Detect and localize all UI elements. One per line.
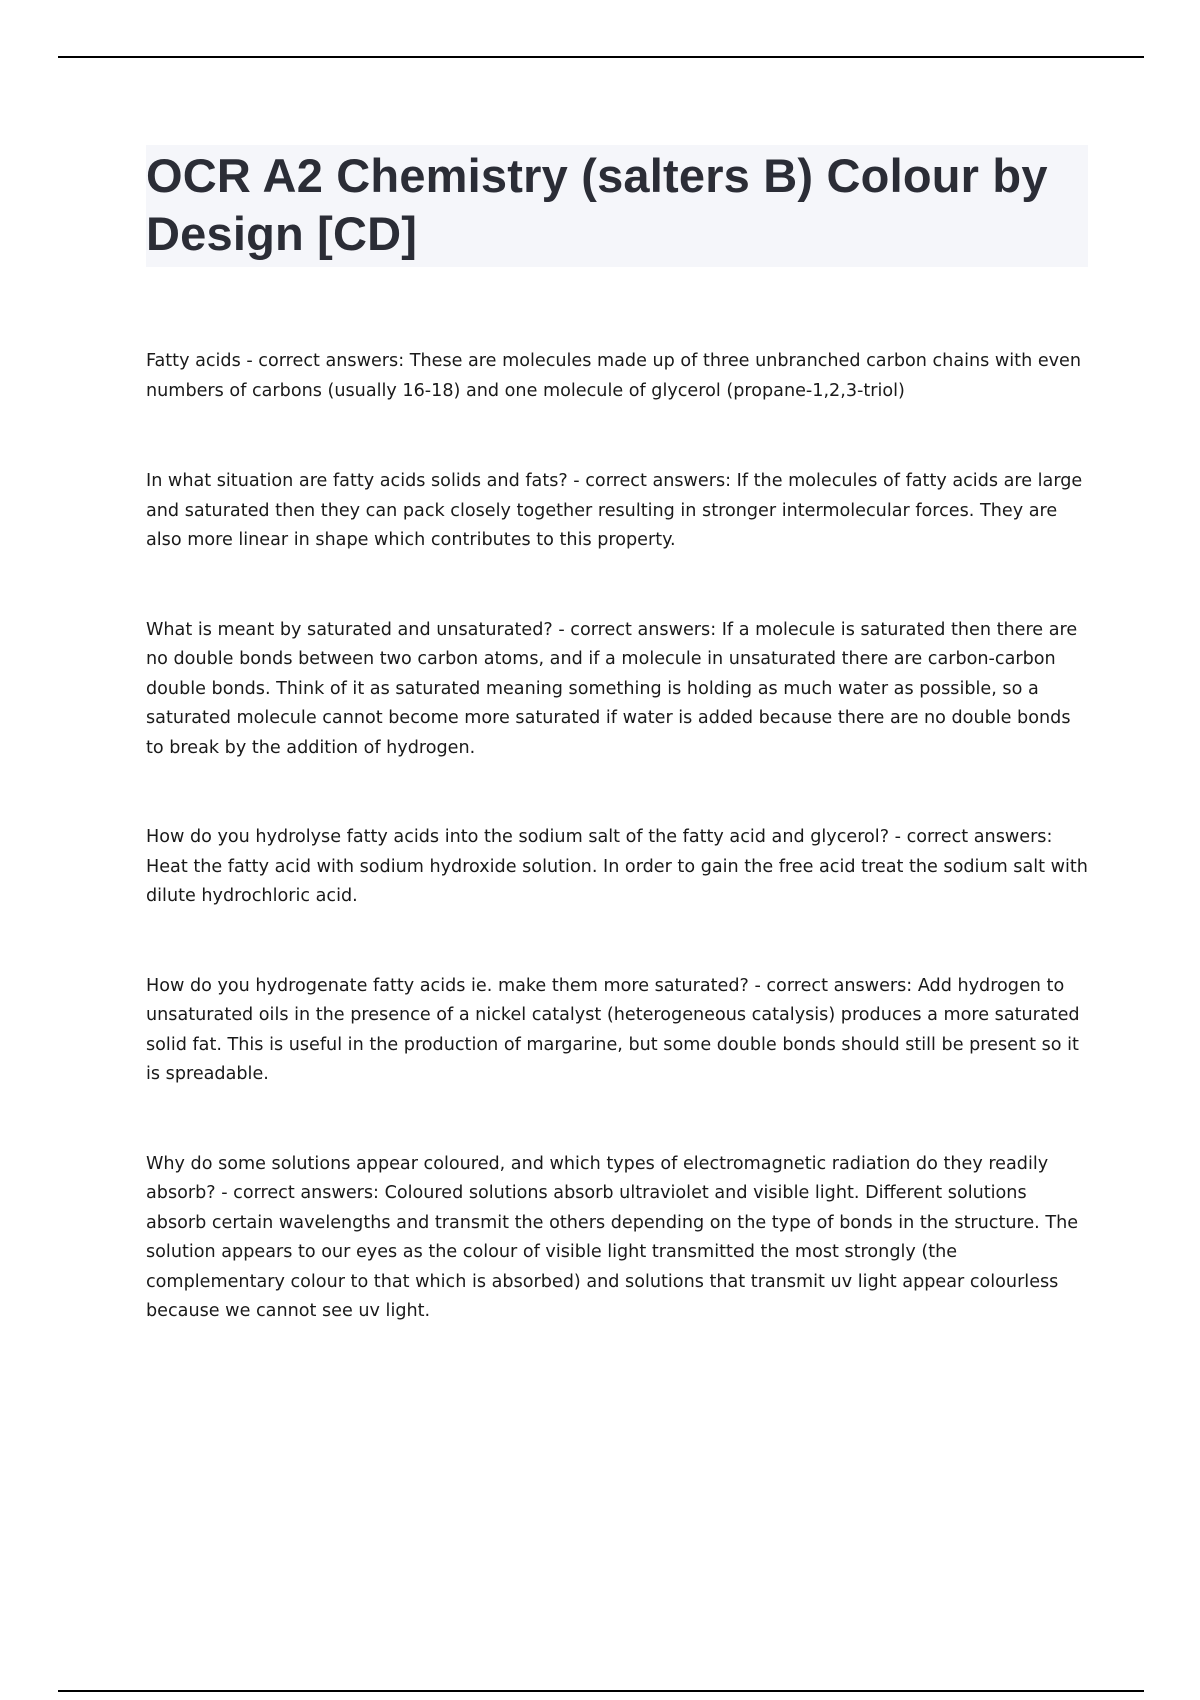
qa-entry-saturated-unsaturated: What is meant by saturated and unsaturated? - correct answers: If a molecule is saturated then there are no double bonds between two carbon atoms, and if a molecule in unsaturated there are carbon-carbon double bonds. Think of it as saturated meaning something is holding as much water as possible, so a saturated molecule cannot become more saturated if water is added because there are no double bonds to break by the addition of hydrogen.	[146, 619, 1078, 758]
top-rule	[58, 56, 1144, 58]
bottom-rule	[58, 1690, 1144, 1692]
page-title: OCR A2 Chemistry (salters B) Colour by Design [CD]	[146, 149, 1048, 260]
qa-entry-fatty-acids: Fatty acids - correct answers: These are molecules made up of three unbranched carbon chains with even numbers of carbons (usually 16-18) and one molecule of glycerol (propane-1,2,3-triol)	[146, 351, 1082, 401]
qa-entry-coloured-solutions: Why do some solutions appear coloured, and which types of electromagnetic radiation do they readily absorb? - correct answers: Coloured solutions absorb ultraviolet and visible light. Different solutions absorb certain wavelengths and transmit the others depending on the type of bonds in the structure. The solution appears to our eyes as the colour of visible light transmitted the most strongly (the complementary colour to that which is absorbed) and solutions that transmit uv light appear colourless because we cannot see uv light.	[146, 1153, 1079, 1321]
qa-entry-hydrolyse: How do you hydrolyse fatty acids into the sodium salt of the fatty acid and glycerol? - correct answers: Heat the fatty acid with sodium hydroxide solution. In order to gain the free acid treat the sodium salt with dilute hydrochloric acid.	[146, 827, 1088, 906]
qa-list	[146, 347, 1091, 1387]
qa-entry-hydrogenate: How do you hydrogenate fatty acids ie. make them more saturated? - correct answers: Add hydrogen to unsaturated oils in the presence of a nickel catalyst (heterogeneous catalysis) produces a more saturated solid fat. This is useful in the production of margarine, but some double bonds should still be present so it is spreadable.	[146, 975, 1080, 1084]
title-block	[146, 145, 1088, 267]
qa-entry-solids-and-fats: In what situation are fatty acids solids and fats? - correct answers: If the molecules of fatty acids are large and saturated then they can pack closely together resulting in stronger intermolecular forces. They are also more linear in shape which contributes to this property.	[146, 471, 1083, 550]
